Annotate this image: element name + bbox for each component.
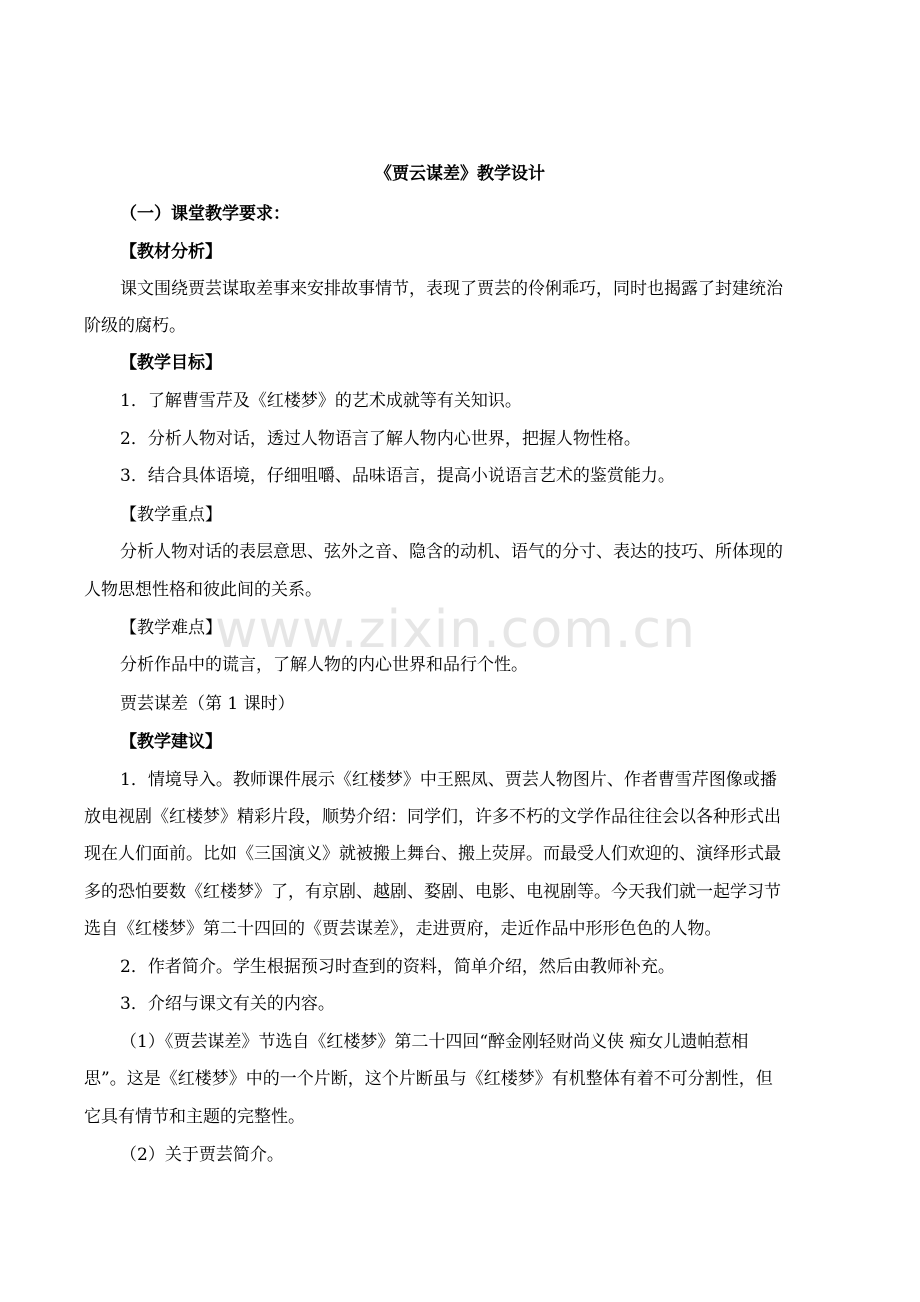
paragraph-line: 现在人们面前。比如《三国演义》就被搬上舞台、搬上荧屏。而最受人们欢迎的、演绎形式最: [84, 844, 781, 864]
paragraph-line: 选自《红楼梦》第二十四回的《贾芸谋差》，走进贾府，走近作品中形形色色的人物。: [84, 919, 722, 939]
paragraph-line: 思”。这是《红楼梦》中的一个片断，这个片断虽与《红楼梦》有机整体有着不可分割性，但: [84, 1069, 773, 1089]
paragraph-line: 分析人物对话的表层意思、弦外之音、隐含的动机、语气的分寸、表达的技巧、所体现的: [120, 542, 783, 562]
lesson-label: 贾芸谋差（第 1 课时）: [120, 694, 295, 714]
heading-teaching-focus: 【教学重点】: [120, 505, 222, 525]
paragraph-line: 人物思想性格和彼此间的关系。: [84, 580, 322, 600]
paragraph-line: 课文围绕贾芸谋取差事来安排故事情节，表现了贾芸的伶俐乖巧，同时也揭露了封建统治: [120, 279, 783, 299]
paragraph-line: 1．情境导入。教师课件展示《红楼梦》中王熙凤、贾芸人物图片、作者曹雪芹图像或播: [120, 770, 777, 790]
heading-teaching-suggestions: 【教学建议】: [120, 732, 222, 752]
goal-item: 1．了解曹雪芹及《红楼梦》的艺术成就等有关知识。: [120, 391, 522, 411]
section-heading: （一）课堂教学要求：: [120, 204, 290, 224]
heading-material-analysis: 【教材分析】: [120, 242, 222, 262]
paragraph-line: 2．作者简介。学生根据预习时查到的资料，简单介绍，然后由教师补充。: [120, 957, 675, 977]
heading-teaching-difficulty: 【教学难点】: [120, 618, 222, 638]
paragraph-line: 阶级的腐朽。: [84, 316, 186, 336]
paragraph-line: （2）关于贾芸简介。: [120, 1145, 284, 1165]
heading-teaching-goals: 【教学目标】: [120, 353, 222, 373]
watermark: www.zixin.com.cn: [215, 600, 696, 660]
goal-item: 2．分析人物对话，透过人物语言了解人物内心世界，把握人物性格。: [120, 429, 641, 449]
paragraph-line: 放电视剧《红楼梦》精彩片段，顺势介绍：同学们，许多不朽的文学作品往往会以各种形式出: [84, 807, 781, 827]
paragraph-line: 3．介绍与课文有关的内容。: [120, 994, 335, 1014]
goal-item: 3．结合具体语境，仔细咀嚼、品味语言，提高小说语言艺术的鉴赏能力。: [120, 466, 675, 486]
paragraph-line: （1）《贾芸谋差》节选自《红楼梦》第二十四回“醉金刚轻财尚义侠 痴女儿遗帕惹相: [120, 1032, 749, 1052]
paragraph-line: 分析作品中的谎言，了解人物的内心世界和品行个性。: [120, 655, 528, 675]
paragraph-line: 它具有情节和主题的完整性。: [84, 1107, 305, 1127]
page-title: 《贾云谋差》教学设计: [375, 164, 545, 184]
paragraph-line: 多的恐怕要数《红楼梦》了，有京剧、越剧、婺剧、电影、电视剧等。今天我们就一起学习节: [84, 882, 781, 902]
